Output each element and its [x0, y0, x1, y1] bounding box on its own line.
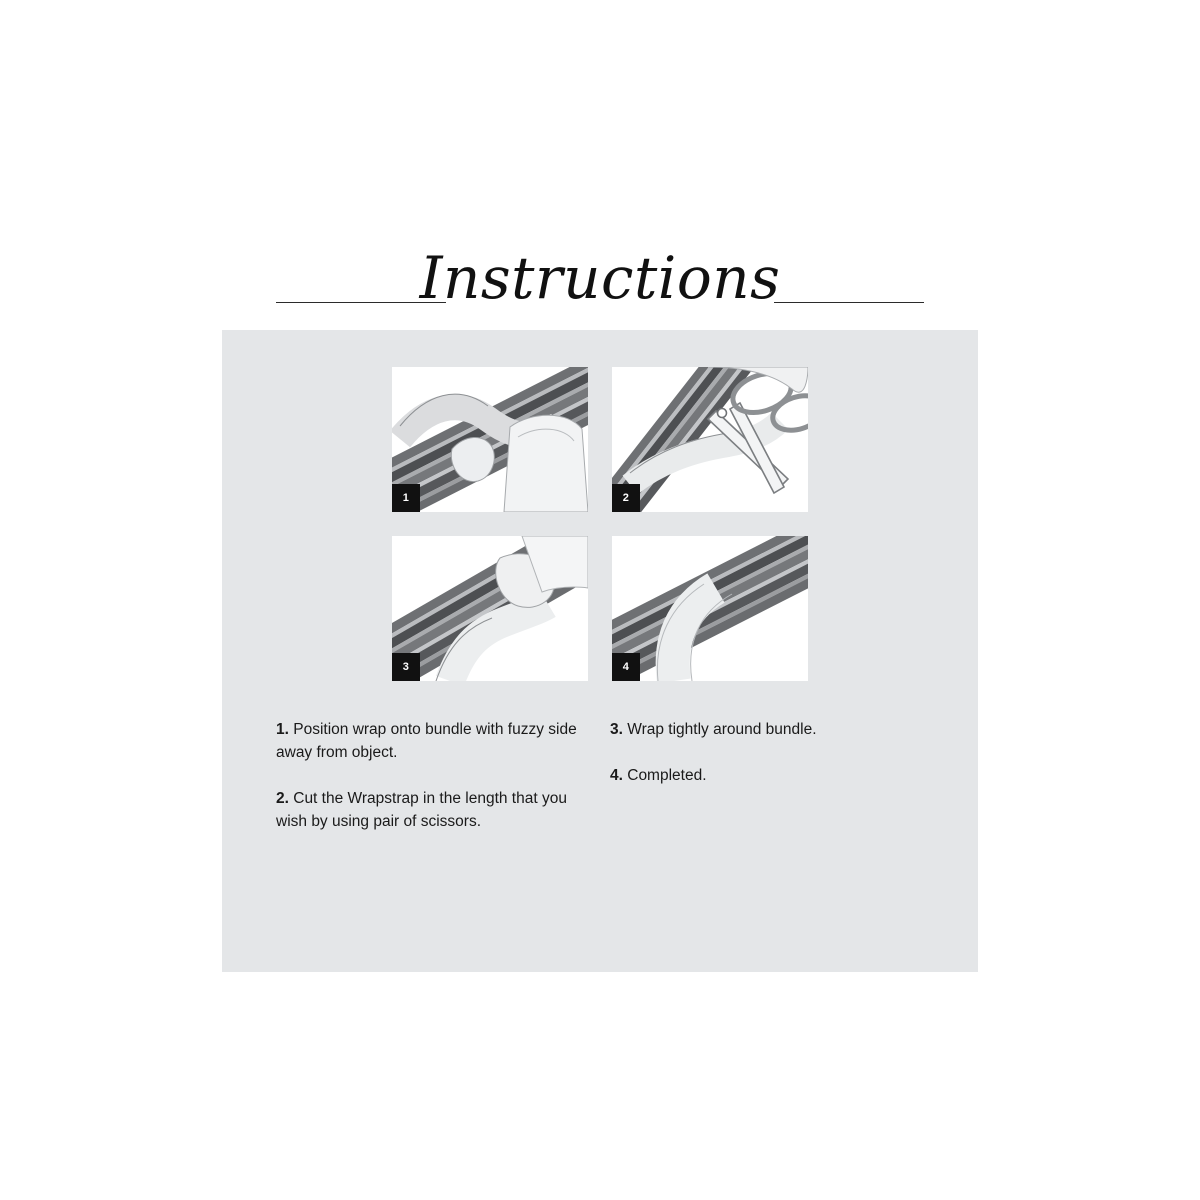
caption-column-right [610, 718, 910, 810]
figure-badge: 1 [392, 484, 420, 512]
figure-completed [612, 536, 808, 681]
caption-step-1 [276, 718, 596, 764]
caption-column-left [276, 718, 596, 856]
figure-grid [392, 367, 808, 681]
page-title: Instructions [419, 244, 781, 312]
step-number: 3. [610, 721, 623, 738]
figure-badge: 2 [612, 484, 640, 512]
step-number: 2. [276, 790, 289, 807]
step-number: 4. [610, 767, 623, 784]
title-block [276, 244, 924, 320]
caption-step-4 [610, 764, 910, 787]
figure-wrap-tightly [392, 536, 588, 681]
figure-badge: 4 [612, 653, 640, 681]
step-text: Completed. [622, 767, 707, 784]
step-text: Position wrap onto bundle with fuzzy side away from object. [276, 721, 577, 761]
caption-step-3 [610, 718, 910, 741]
figure-badge: 3 [392, 653, 420, 681]
caption-step-2 [276, 787, 596, 833]
step-text: Cut the Wrapstrap in the length that you wish by using pair of scissors. [276, 790, 567, 830]
step-text: Wrap tightly around bundle. [622, 721, 817, 738]
step-number: 1. [276, 721, 289, 738]
figure-position-wrap [392, 367, 588, 512]
figure-cut-with-scissors [612, 367, 808, 512]
